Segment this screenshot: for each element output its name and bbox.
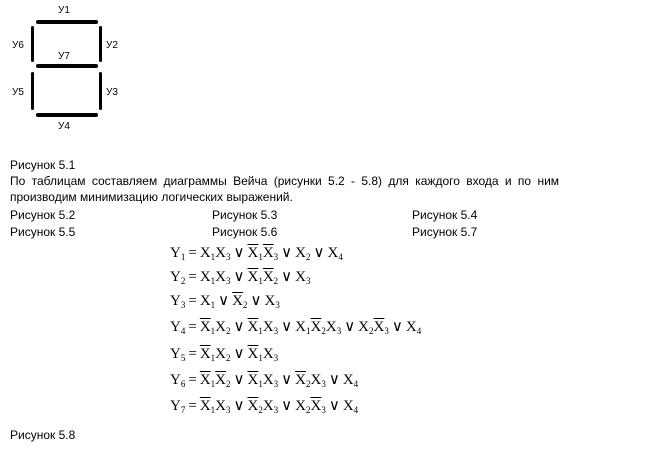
- variable-letter: X: [262, 398, 274, 414]
- variable-letter: $\overline{X}$: [262, 245, 274, 261]
- equation-term: [232, 293, 247, 309]
- equation-term: [247, 269, 278, 285]
- variable-letter: X: [215, 398, 226, 414]
- variable: [215, 342, 230, 370]
- figure-caption-5-8: Рисунок 5.8: [10, 428, 76, 442]
- segment-y6: [31, 26, 34, 62]
- variable-subscript: 1: [210, 405, 216, 415]
- lhs-subscript: 3: [180, 300, 186, 310]
- variable-subscript: 3: [275, 300, 280, 310]
- variable-letter: X: [262, 372, 274, 388]
- variable-subscript: 4: [353, 405, 359, 415]
- variable-letter: $\overline{X}$: [310, 398, 322, 414]
- variable-letter: $\overline{X}$: [247, 346, 259, 362]
- equation-y5: [170, 342, 278, 366]
- equation-y3: [170, 289, 280, 313]
- variable-subscript: 4: [338, 252, 343, 262]
- variable-subscript: 2: [306, 379, 311, 389]
- equation-term: [200, 269, 231, 285]
- lhs-variable: Y: [170, 319, 181, 335]
- variable-letter: $\overline{X}$: [310, 319, 322, 335]
- equation-term: [200, 245, 231, 261]
- lhs-variable: Y: [170, 398, 181, 414]
- equation-term: [327, 245, 342, 261]
- negated-variable: [232, 289, 247, 317]
- variable-subscript: 1: [258, 326, 263, 336]
- variable-subscript: 2: [226, 326, 231, 336]
- equation-term: [295, 269, 310, 285]
- variable-subscript: 2: [306, 252, 311, 262]
- variable-letter: $\overline{X}$: [232, 293, 243, 309]
- variable-letter: X: [264, 293, 276, 309]
- variable-subscript: 3: [321, 379, 326, 389]
- variable-subscript: 2: [306, 405, 311, 415]
- equation-lhs: [170, 368, 185, 396]
- variable-letter: X: [327, 245, 339, 261]
- variable-subscript: 1: [258, 276, 263, 286]
- variable-letter: X: [199, 269, 211, 285]
- negated-variable: [247, 368, 262, 396]
- variable: [263, 315, 278, 343]
- equation-term: [247, 398, 278, 414]
- variable-subscript: 1: [210, 252, 216, 262]
- negated-variable: [247, 394, 262, 422]
- equation-lhs: [170, 315, 185, 343]
- variable-letter: X: [215, 319, 226, 335]
- lhs-subscript: 7: [180, 405, 186, 415]
- segment-y1: [36, 20, 98, 24]
- variable-subscript: 3: [321, 405, 326, 415]
- variable-subscript: 3: [226, 252, 231, 262]
- or-operator: ∨: [281, 372, 293, 388]
- equation-term: [247, 319, 278, 335]
- variable-subscript: 1: [210, 276, 216, 286]
- negated-variable: [295, 368, 310, 396]
- lhs-subscript: 2: [180, 276, 186, 286]
- variable-subscript: 1: [210, 379, 216, 389]
- variable-letter: $\overline{X}$: [247, 245, 259, 261]
- variable-letter: $\overline{X}$: [199, 319, 211, 335]
- segment-label-y4: У4: [58, 121, 70, 132]
- equation-term: [264, 293, 279, 309]
- figure-caption-5-5: Рисунок 5.5: [10, 225, 76, 239]
- variable-letter: X: [262, 319, 274, 335]
- equation-lhs: [170, 394, 185, 422]
- lhs-subscript: 6: [180, 379, 186, 389]
- negated-variable: [311, 394, 326, 422]
- equation-term: [247, 372, 278, 388]
- variable-letter: $\overline{X}$: [373, 319, 385, 335]
- or-operator: ∨: [328, 398, 340, 414]
- variable-subscript: 1: [258, 353, 263, 363]
- variable-subscript: 1: [210, 353, 216, 363]
- figure-caption-5-3: Рисунок 5.3: [212, 208, 278, 222]
- segment-label-y7: У7: [58, 51, 70, 62]
- variable: [327, 241, 342, 269]
- variable: [295, 315, 310, 343]
- figure-caption-5-4: Рисунок 5.4: [412, 208, 478, 222]
- variable-subscript: 1: [258, 252, 263, 262]
- lhs-subscript: 4: [180, 326, 186, 336]
- equation-term: [406, 319, 421, 335]
- variable-subscript: 3: [384, 326, 389, 336]
- equals-sign: =: [188, 346, 197, 362]
- equation-y6: [170, 368, 358, 392]
- variable: [200, 289, 215, 317]
- variable-letter: $\overline{X}$: [295, 372, 306, 388]
- lhs-variable: Y: [170, 245, 181, 261]
- variable-subscript: 3: [273, 252, 279, 262]
- equals-sign: =: [188, 319, 197, 335]
- variable-subscript: 4: [416, 326, 422, 336]
- variable: [215, 394, 230, 422]
- or-operator: ∨: [233, 269, 245, 285]
- variable-subscript: 3: [306, 276, 311, 286]
- variable-letter: X: [199, 293, 211, 309]
- variable-letter: $\overline{X}$: [247, 269, 259, 285]
- equals-sign: =: [188, 398, 197, 414]
- variable: [311, 368, 326, 396]
- variable-subscript: 2: [258, 405, 263, 415]
- equation-y1: [170, 241, 343, 265]
- variable-letter: X: [295, 398, 306, 414]
- variable-letter: X: [215, 346, 226, 362]
- variable-letter: $\overline{X}$: [199, 346, 211, 362]
- segment-label-y6: У6: [12, 40, 24, 51]
- negated-variable: [200, 315, 215, 343]
- paragraph-line-1: По таблицам составляем диаграммы Вейча (рисунки 5.2 - 5.8) для каждого входа и по ним: [10, 174, 560, 188]
- equals-sign: =: [188, 245, 197, 261]
- equation-term: [295, 319, 341, 335]
- equation-term: [343, 398, 358, 414]
- negated-variable: [200, 394, 215, 422]
- equals-sign: =: [188, 269, 197, 285]
- variable: [263, 342, 278, 370]
- variable: [215, 315, 230, 343]
- variable: [343, 368, 358, 396]
- segment-label-y3: У3: [106, 87, 118, 98]
- variable-subscript: 3: [273, 405, 279, 415]
- or-operator: ∨: [391, 319, 403, 335]
- variable-subscript: 2: [226, 379, 231, 389]
- negated-variable: [200, 342, 215, 370]
- variable-subscript: 2: [226, 353, 231, 363]
- lhs-variable: Y: [170, 372, 181, 388]
- or-operator: ∨: [281, 245, 293, 261]
- variable-subscript: 3: [336, 326, 342, 336]
- variable-letter: X: [215, 269, 226, 285]
- variable: [406, 315, 421, 343]
- segment-y4: [36, 113, 98, 117]
- equals-sign: =: [188, 293, 197, 309]
- paragraph-line-2: производим минимизацию логических выражений.: [10, 190, 293, 204]
- variable-letter: X: [342, 398, 354, 414]
- variable-letter: X: [262, 346, 274, 362]
- variable-subscript: 2: [321, 326, 326, 336]
- variable-subscript: 1: [210, 326, 216, 336]
- variable-subscript: 3: [273, 353, 279, 363]
- equation-term: [247, 245, 278, 261]
- variable: [358, 315, 373, 343]
- equation-term: [247, 346, 278, 362]
- lhs-subscript: 1: [180, 252, 186, 262]
- figure-caption-5-7: Рисунок 5.7: [412, 225, 478, 239]
- negated-variable: [215, 368, 230, 396]
- variable-letter: X: [325, 319, 337, 335]
- equation-term: [358, 319, 389, 335]
- equation-y4: [170, 315, 421, 339]
- variable-subscript: 3: [273, 379, 279, 389]
- variable-subscript: 2: [369, 326, 374, 336]
- equation-term: [200, 398, 231, 414]
- equation-term: [200, 372, 231, 388]
- variable-letter: $\overline{X}$: [247, 398, 259, 414]
- variable: [264, 289, 279, 317]
- variable: [295, 394, 310, 422]
- equation-lhs: [170, 289, 185, 317]
- variable-letter: X: [295, 319, 306, 335]
- lhs-variable: Y: [170, 269, 181, 285]
- negated-variable: [374, 315, 389, 343]
- variable-subscript: 1: [306, 326, 311, 336]
- variable-letter: $\overline{X}$: [199, 398, 211, 414]
- lhs-variable: Y: [170, 346, 181, 362]
- variable-subscript: 1: [210, 300, 216, 310]
- variable-letter: X: [358, 319, 370, 335]
- or-operator: ∨: [328, 372, 340, 388]
- variable-letter: $\overline{X}$: [199, 372, 211, 388]
- segment-y7: [36, 64, 98, 68]
- negated-variable: [311, 315, 326, 343]
- segment-label-y5: У5: [12, 87, 24, 98]
- negated-variable: [247, 315, 262, 343]
- variable-letter: X: [215, 245, 226, 261]
- equation-term: [200, 293, 215, 309]
- or-operator: ∨: [233, 346, 245, 362]
- equation-lhs: [170, 342, 185, 370]
- equation-term: [343, 372, 358, 388]
- or-operator: ∨: [344, 319, 356, 335]
- variable-letter: $\overline{X}$: [262, 269, 274, 285]
- variable-letter: X: [405, 319, 417, 335]
- segment-y2: [99, 26, 102, 62]
- segment-label-y1: У1: [58, 5, 70, 16]
- variable-letter: $\overline{X}$: [215, 372, 226, 388]
- variable-letter: X: [295, 269, 306, 285]
- or-operator: ∨: [281, 319, 293, 335]
- equation-y2: [170, 265, 311, 289]
- variable-letter: $\overline{X}$: [247, 372, 259, 388]
- variable-letter: X: [342, 372, 354, 388]
- variable-letter: X: [310, 372, 322, 388]
- variable-subscript: 3: [226, 405, 231, 415]
- figure-caption-5-2: Рисунок 5.2: [10, 208, 76, 222]
- segment-y5: [31, 72, 34, 110]
- equation-y7: [170, 394, 358, 418]
- variable-letter: X: [295, 245, 306, 261]
- or-operator: ∨: [250, 293, 262, 309]
- or-operator: ∨: [313, 245, 325, 261]
- equation-term: [200, 319, 231, 335]
- equation-term: [200, 346, 231, 362]
- or-operator: ∨: [281, 398, 293, 414]
- figure-caption-5-1: Рисунок 5.1: [10, 158, 76, 172]
- or-operator: ∨: [233, 319, 245, 335]
- segment-y3: [99, 72, 102, 110]
- variable-subscript: 3: [226, 276, 231, 286]
- or-operator: ∨: [233, 245, 245, 261]
- variable: [295, 265, 310, 293]
- equation-term: [295, 398, 326, 414]
- equals-sign: =: [188, 372, 197, 388]
- variable-subscript: 2: [242, 300, 248, 310]
- negated-variable: [200, 368, 215, 396]
- variable-subscript: 3: [273, 326, 279, 336]
- equation-term: [295, 245, 310, 261]
- variable: [326, 315, 341, 343]
- equation-term: [295, 372, 326, 388]
- segment-label-y2: У2: [106, 40, 118, 51]
- or-operator: ∨: [233, 372, 245, 388]
- negated-variable: [247, 342, 262, 370]
- or-operator: ∨: [218, 293, 230, 309]
- lhs-variable: Y: [170, 293, 181, 309]
- figure-caption-5-6: Рисунок 5.6: [212, 225, 278, 239]
- variable-subscript: 4: [353, 379, 359, 389]
- variable-subscript: 2: [273, 276, 279, 286]
- variable: [343, 394, 358, 422]
- variable-letter: $\overline{X}$: [247, 319, 259, 335]
- or-operator: ∨: [233, 398, 245, 414]
- or-operator: ∨: [281, 269, 293, 285]
- lhs-subscript: 5: [180, 353, 186, 363]
- variable: [263, 394, 278, 422]
- variable-subscript: 1: [258, 379, 263, 389]
- variable-letter: X: [199, 245, 211, 261]
- variable: [263, 368, 278, 396]
